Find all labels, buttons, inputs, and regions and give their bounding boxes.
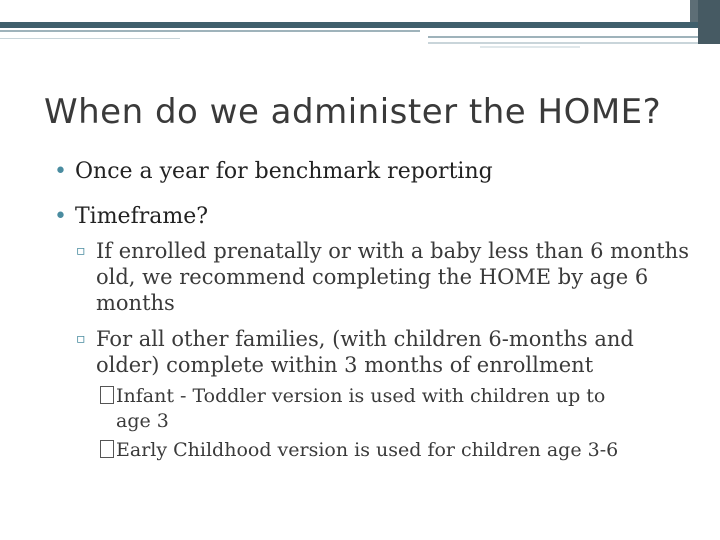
decor-line [0,38,180,39]
sub-sub-bullet-item [100,384,680,434]
decor-line [428,36,698,38]
top-accent-bar [0,22,720,28]
bullet-item [54,203,208,231]
corner-accent-dark [698,0,720,44]
sub-sub-bullet-item [100,438,680,463]
decor-line [480,46,580,48]
sub-sub-bullet-text: Early Childhood version is used for children age 3-6 [116,439,619,461]
bullet-dot-icon: • [54,204,67,229]
square-bullet-icon: ▫ [76,243,86,259]
sub-bullet-item [76,238,696,316]
bullet-dot-icon: • [54,159,67,184]
bullet-item [54,158,493,186]
slide-title: When do we administer the HOME? [44,92,662,132]
sub-sub-bullet-text: Infant - Toddler version is used with children up to [116,385,606,407]
sub-bullet-text: If enrolled prenatally or with a baby less than 6 months old, we recommend completing the HOME by age 6 months [96,239,689,315]
square-bullet-icon: ▫ [76,331,86,347]
missing-glyph-icon [100,386,114,404]
top-band [0,0,720,22]
bullet-text: Once a year for benchmark reporting [74,159,493,184]
bullet-text: Timeframe? [74,204,209,229]
decor-line [0,30,420,32]
sub-bullet-item [76,326,696,378]
sub-sub-bullet-continuation: age 3 [116,410,169,432]
decor-line [428,42,698,44]
sub-bullet-text: For all other families, (with children 6-months and older) complete within 3 months of enrollment [96,327,634,377]
missing-glyph-icon [100,440,114,458]
